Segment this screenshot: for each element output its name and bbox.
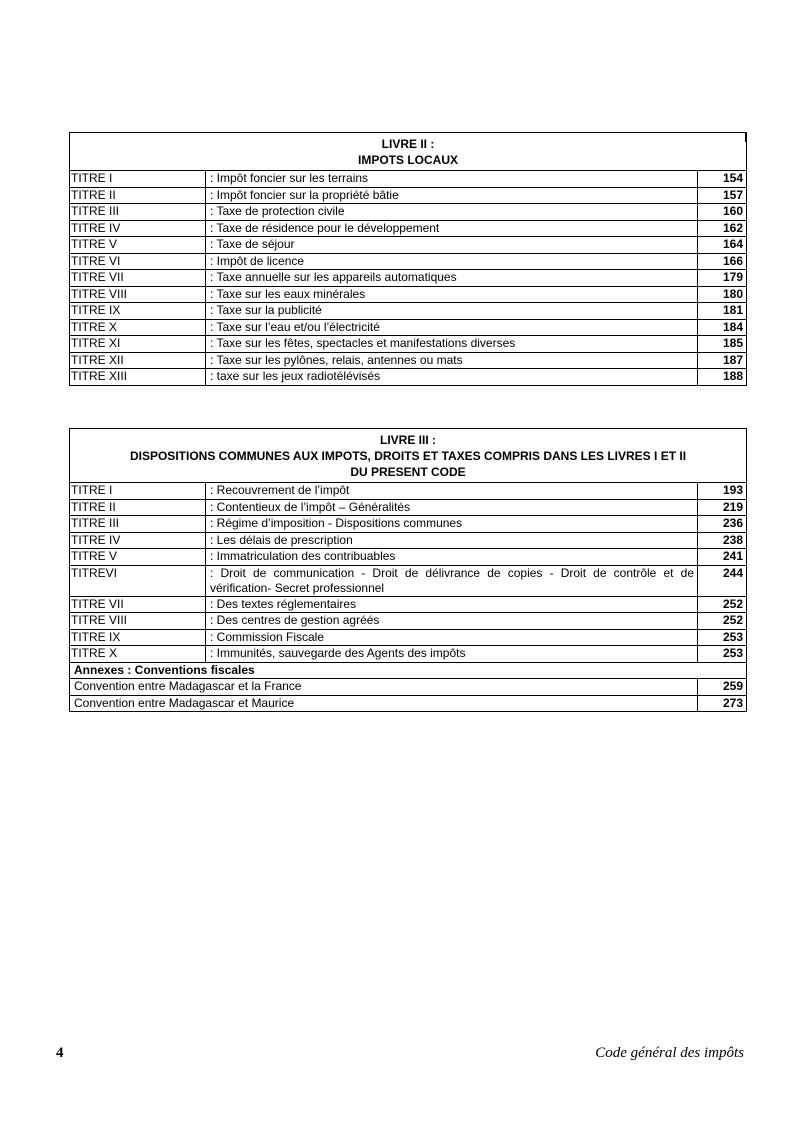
table-row	[70, 187, 747, 204]
convention-row	[70, 695, 747, 712]
page-number-cell: 184	[698, 319, 747, 336]
livre-iii-subheading: DISPOSITIONS COMMUNES AUX IMPOTS, DROITS ET TAXES COMPRIS DANS LES LIVRES I ET II	[129, 449, 687, 463]
table-row	[70, 352, 747, 369]
description-cell: : Taxe de séjour	[206, 237, 698, 254]
page-number-cell: 181	[698, 303, 747, 320]
livre-ii-header-row	[70, 133, 747, 171]
description-cell: : Droit de communication - Droit de délivrance de copies - Droit de contrôle et de vérification- Secret professionnel	[206, 565, 698, 596]
table-row	[70, 319, 747, 336]
table-row	[70, 171, 747, 188]
titre-cell: TITREVI	[70, 565, 206, 596]
convention-label: Convention entre Madagascar et Maurice	[70, 695, 698, 712]
titre-cell: TITRE III	[70, 204, 206, 221]
page-number-cell: 154	[698, 171, 747, 188]
annexes-label: Annexes : Conventions fiscales	[70, 662, 747, 679]
titre-cell: TITRE V	[70, 549, 206, 566]
table-row	[70, 516, 747, 533]
titre-cell: TITRE XIII	[70, 369, 206, 386]
table-row	[70, 499, 747, 516]
livre-iii-subheading-2: DU PRESENT CODE	[350, 465, 466, 479]
footer-page-number: 4	[56, 1045, 64, 1061]
description-cell: : Taxe sur l’eau et/ou l’électricité	[206, 319, 698, 336]
description-cell: : Contentieux de l’impôt – Généralités	[206, 499, 698, 516]
description-cell: : Les délais de prescription	[206, 532, 698, 549]
table-row	[70, 565, 747, 596]
titre-cell: TITRE X	[70, 319, 206, 336]
description-cell: : Taxe sur les fêtes, spectacles et manifestations diverses	[206, 336, 698, 353]
page-number-cell: 188	[698, 369, 747, 386]
page-number-cell: 179	[698, 270, 747, 287]
titre-cell: TITRE VIII	[70, 286, 206, 303]
titre-cell: TITRE XI	[70, 336, 206, 353]
titre-cell: TITRE IV	[70, 220, 206, 237]
page-number-cell: 252	[698, 596, 747, 613]
page-number-cell: 162	[698, 220, 747, 237]
convention-row	[70, 679, 747, 696]
page-number-cell: 238	[698, 532, 747, 549]
description-cell: : Taxe sur les eaux minérales	[206, 286, 698, 303]
table-row	[70, 549, 747, 566]
titre-cell: TITRE IV	[70, 532, 206, 549]
footer-document-title: Code général des impôts	[595, 1045, 744, 1061]
table-row	[70, 532, 747, 549]
titre-cell: TITRE VI	[70, 253, 206, 270]
annexes-row	[70, 662, 747, 679]
titre-cell: TITRE V	[70, 237, 206, 254]
description-cell: : Immunités, sauvegarde des Agents des impôts	[206, 646, 698, 663]
titre-cell: TITRE VII	[70, 596, 206, 613]
titre-cell: TITRE IX	[70, 303, 206, 320]
titre-cell: TITRE I	[70, 171, 206, 188]
table-row	[70, 613, 747, 630]
description-cell: : Impôt foncier sur la propriété bâtie	[206, 187, 698, 204]
livre-ii-header	[70, 133, 747, 171]
description-cell: : Immatriculation des contribuables	[206, 549, 698, 566]
livre-iii-header-row	[70, 429, 747, 483]
page-number-cell: 253	[698, 629, 747, 646]
livre-iii-table	[69, 428, 747, 712]
livre-ii-table	[69, 132, 747, 386]
titre-cell: TITRE IX	[70, 629, 206, 646]
table-row	[70, 303, 747, 320]
titre-cell: TITRE II	[70, 499, 206, 516]
page-number-cell: 157	[698, 187, 747, 204]
titre-cell: TITRE II	[70, 187, 206, 204]
table-row	[70, 204, 747, 221]
titre-cell: TITRE XII	[70, 352, 206, 369]
page-number-cell: 166	[698, 253, 747, 270]
description-cell: : Recouvrement de l’impôt	[206, 483, 698, 500]
description-cell: : Commission Fiscale	[206, 629, 698, 646]
page-number-cell: 219	[698, 499, 747, 516]
convention-label: Convention entre Madagascar et la France	[70, 679, 698, 696]
table-row	[70, 369, 747, 386]
page-number-cell: 236	[698, 516, 747, 533]
page-number-cell: 273	[698, 695, 747, 712]
description-cell: : Régime d’imposition - Dispositions communes	[206, 516, 698, 533]
livre-ii-heading: LIVRE II :	[381, 137, 435, 151]
page-number-cell: 160	[698, 204, 747, 221]
description-cell: : Taxe de résidence pour le développement	[206, 220, 698, 237]
table-row	[70, 483, 747, 500]
titre-cell: TITRE I	[70, 483, 206, 500]
table-row	[70, 286, 747, 303]
description-cell: : Taxe sur la publicité	[206, 303, 698, 320]
description-cell: : Des centres de gestion agréés	[206, 613, 698, 630]
table-row	[70, 270, 747, 287]
page-number-cell: 193	[698, 483, 747, 500]
description-cell: : Taxe annuelle sur les appareils automatiques	[206, 270, 698, 287]
page-number-cell: 244	[698, 565, 747, 596]
table-row	[70, 629, 747, 646]
description-cell: : Impôt de licence	[206, 253, 698, 270]
table-row	[70, 237, 747, 254]
livre-iii-heading: LIVRE III :	[379, 433, 436, 447]
titre-cell: TITRE VII	[70, 270, 206, 287]
page-number-cell: 180	[698, 286, 747, 303]
titre-cell: TITRE X	[70, 646, 206, 663]
description-cell: : taxe sur les jeux radiotélévisés	[206, 369, 698, 386]
description-cell: : Impôt foncier sur les terrains	[206, 171, 698, 188]
page-number-cell: 164	[698, 237, 747, 254]
page-number-cell: 252	[698, 613, 747, 630]
table-row	[70, 646, 747, 663]
table-row	[70, 220, 747, 237]
page-number-cell: 187	[698, 352, 747, 369]
page-number-cell: 253	[698, 646, 747, 663]
table-row	[70, 336, 747, 353]
livre-iii-header	[70, 429, 747, 483]
table-row	[70, 253, 747, 270]
table-row	[70, 596, 747, 613]
page-number-cell: 259	[698, 679, 747, 696]
description-cell: : Des textes réglementaires	[206, 596, 698, 613]
livre-ii-subheading: IMPOTS LOCAUX	[357, 153, 458, 167]
titre-cell: TITRE III	[70, 516, 206, 533]
titre-cell: TITRE VIII	[70, 613, 206, 630]
page-number-cell: 185	[698, 336, 747, 353]
description-cell: : Taxe de protection civile	[206, 204, 698, 221]
description-cell: : Taxe sur les pylônes, relais, antennes ou mats	[206, 352, 698, 369]
page-number-cell: 241	[698, 549, 747, 566]
